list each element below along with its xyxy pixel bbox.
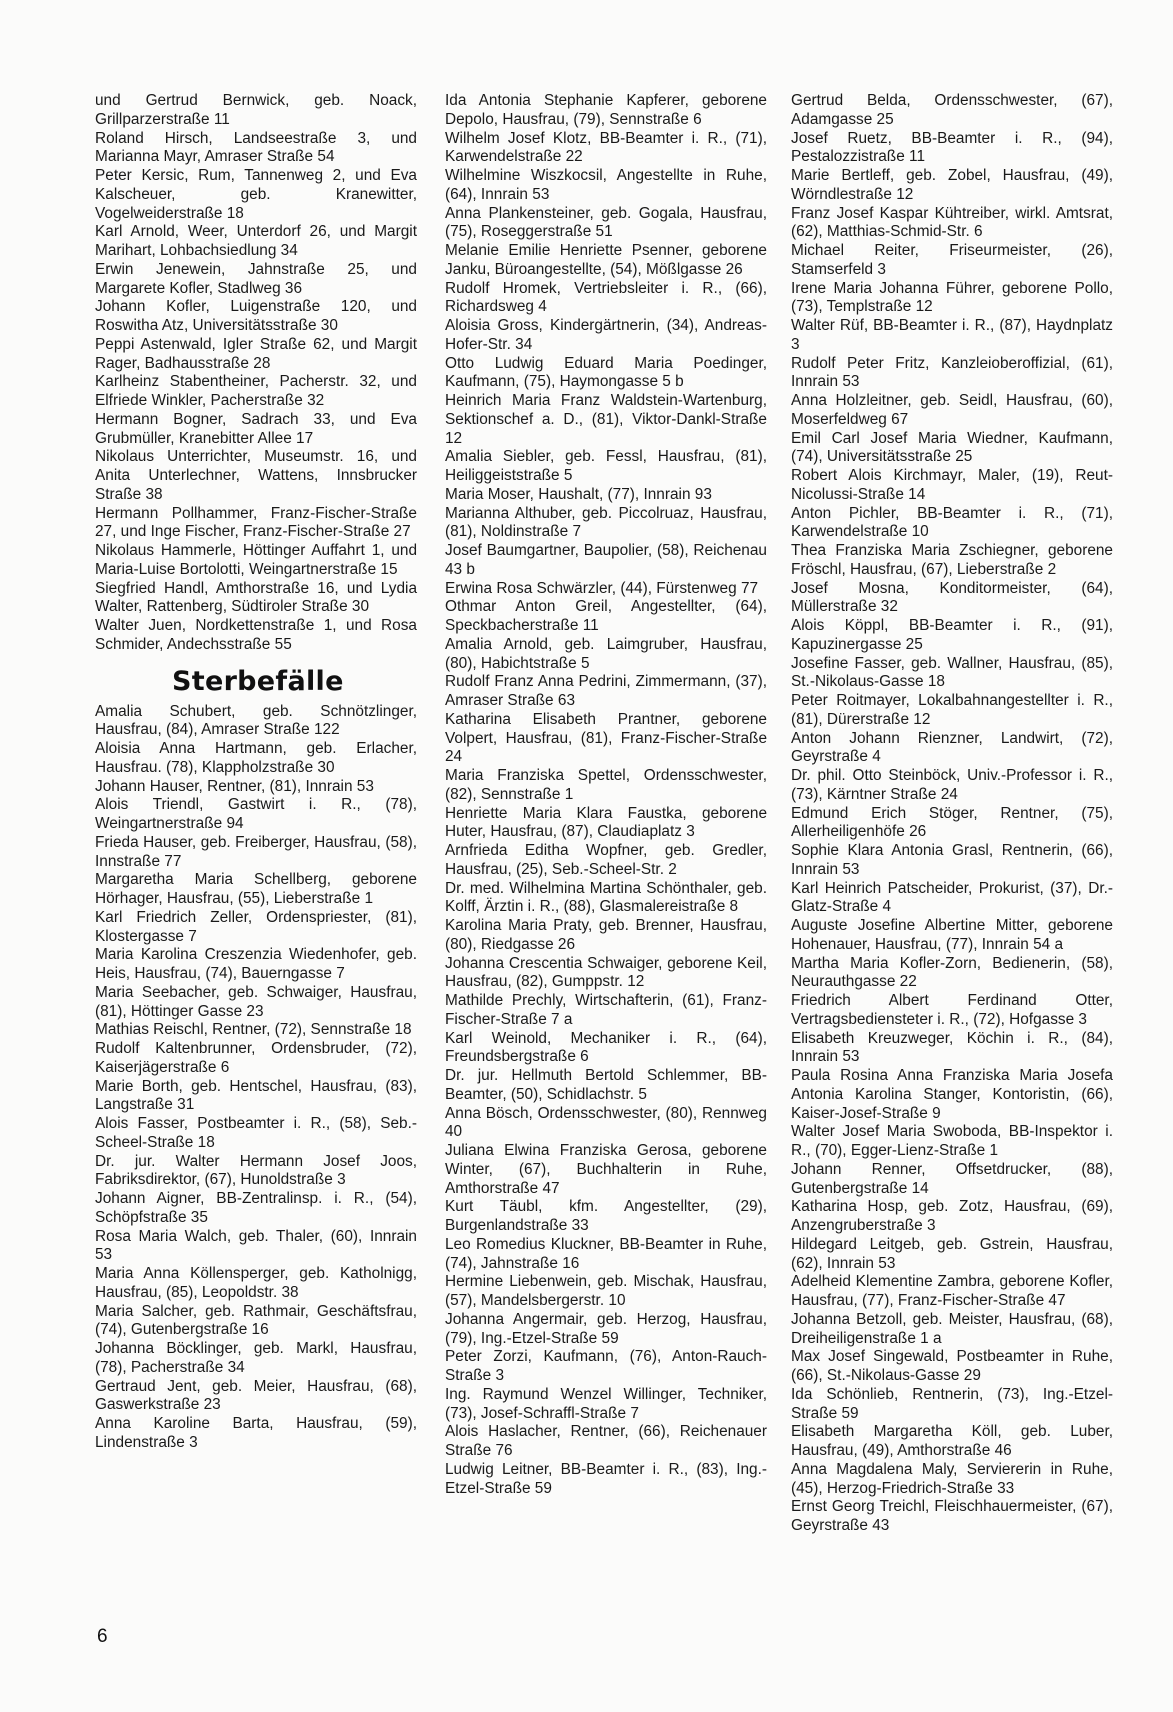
death-entry: Rudolf Kaltenbrunner, Ordensbruder, (72), Kaiserjägerstraße 6 bbox=[95, 1040, 417, 1076]
death-entry: Karl Weinold, Mechaniker i. R., (64), Freundsbergstraße 6 bbox=[445, 1029, 767, 1066]
death-entry: Anton Pichler, BB-Beamter i. R., (71), Karwendelstraße 10 bbox=[791, 504, 1113, 541]
death-entry: Johann Hauser, Rentner, (81), Innrain 53 bbox=[95, 777, 374, 795]
death-entry: Michael Reiter, Friseurmeister, (26), Stamserfeld 3 bbox=[791, 242, 1113, 278]
death-entry: Maria Salcher, geb. Rathmair, Geschäftsfrau, (74), Gutenbergstraße 16 bbox=[95, 1302, 417, 1339]
death-entry: Anna Plankensteiner, geb. Gogala, Hausfrau, (75), Roseggerstraße 51 bbox=[445, 204, 767, 241]
death-entry: Alois Köppl, BB-Beamter i. R., (91), Kapuzinergasse 25 bbox=[791, 617, 1113, 653]
death-entry: Johanna Betzoll, geb. Meister, Hausfrau, (68), Dreiheiligenstraße 1 a bbox=[791, 1310, 1113, 1347]
death-entry: Walter Josef Maria Swoboda, BB-Inspektor i. R., (70), Egger-Lienz-Straße 1 bbox=[791, 1123, 1113, 1159]
death-entry: Johanna Crescentia Schwaiger, geborene Keil, Hausfrau, (82), Gumppstr. 12 bbox=[445, 954, 767, 991]
death-entry: Anna Bösch, Ordensschwester, (80), Rennweg 40 bbox=[445, 1104, 767, 1141]
death-entry: Heinrich Maria Franz Waldstein-Wartenburg, Sektionschef a. D., (81), Viktor-Dankl-Straße 12 bbox=[445, 392, 767, 447]
marriage-entry: Johann Kofler, Luigenstraße 120, und Roswitha Atz, Universitätsstraße 30 bbox=[95, 298, 417, 334]
death-entry: Karl Friedrich Zeller, Ordenspriester, (81), Klostergasse 7 bbox=[95, 908, 417, 945]
death-entry: Franz Josef Kaspar Kühtreiber, wirkl. Amtsrat, (62), Matthias-Schmid-Str. 6 bbox=[791, 204, 1113, 241]
death-entry: Marianna Althuber, geb. Piccolruaz, Hausfrau, (81), Noldinstraße 7 bbox=[445, 504, 767, 541]
death-entry: Mathias Reischl, Rentner, (72), Sennstraße 18 bbox=[95, 1021, 412, 1039]
death-entry: Erwina Rosa Schwärzler, (44), Fürstenweg 77 bbox=[445, 579, 759, 597]
death-entry: Paula Rosina Anna Franziska Maria Josefa Antonia Karolina Stanger, Kontoristin, (66), Kaiser-Josef-Straße 9 bbox=[791, 1067, 1113, 1122]
death-entry: Peter Zorzi, Kaufmann, (76), Anton-Rauch-Straße 3 bbox=[445, 1348, 767, 1384]
death-entry: Josefine Fasser, geb. Wallner, Hausfrau, (85), St.-Nikolaus-Gasse 18 bbox=[791, 654, 1113, 691]
death-entry: Alois Haslacher, Rentner, (66), Reichenauer Straße 76 bbox=[445, 1423, 767, 1459]
column-1 bbox=[95, 92, 417, 1453]
marriage-entry: Roland Hirsch, Landseestraße 3, und Marianna Mayr, Amraser Straße 54 bbox=[95, 129, 417, 166]
marriage-entry: Nikolaus Unterrichter, Museumstr. 16, und Anita Unterlechner, Wattens, Innsbrucker Straße 38 bbox=[95, 448, 417, 503]
death-entry: Karl Heinrich Patscheider, Prokurist, (37), Dr.-Glatz-Straße 4 bbox=[791, 879, 1113, 916]
death-entry: Amalia Schubert, geb. Schnötzlinger, Hausfrau, (84), Amraser Straße 122 bbox=[95, 702, 417, 739]
death-entry: Robert Alois Kirchmayr, Maler, (19), Reut-Nicolussi-Straße 14 bbox=[791, 467, 1113, 503]
death-entry: Dr. jur. Hellmuth Bertold Schlemmer, BB-Beamter, (50), Schidlachstr. 5 bbox=[445, 1067, 767, 1103]
death-entry: Irene Maria Johanna Führer, geborene Pollo, (73), Templstraße 12 bbox=[791, 279, 1113, 316]
marriage-entry: Erwin Jenewein, Jahnstraße 25, und Margarete Kofler, Stadlweg 36 bbox=[95, 260, 417, 297]
section-heading-deaths: Sterbefälle bbox=[172, 665, 344, 697]
marriage-entry: Siegfried Handl, Amthorstraße 16, und Lydia Walter, Rattenberg, Südtiroler Straße 30 bbox=[95, 579, 417, 616]
marriage-entry: und Gertrud Bernwick, geb. Noack, Grillparzerstraße 11 bbox=[95, 92, 417, 128]
marriage-entry: Peppi Astenwald, Igler Straße 62, und Margit Rager, Badhausstraße 28 bbox=[95, 335, 417, 372]
death-entry: Rudolf Hromek, Vertriebsleiter i. R., (66), Richardsweg 4 bbox=[445, 279, 767, 316]
death-entry: Walter Rüf, BB-Beamter i. R., (87), Haydnplatz 3 bbox=[791, 317, 1113, 353]
death-entry: Katharina Hosp, geb. Zotz, Hausfrau, (69), Anzengruberstraße 3 bbox=[791, 1198, 1113, 1234]
death-entry: Ludwig Leitner, BB-Beamter i. R., (83), Ing.-Etzel-Straße 59 bbox=[445, 1460, 767, 1497]
death-entry: Leo Romedius Kluckner, BB-Beamter in Ruhe, (74), Jahnstraße 16 bbox=[445, 1235, 767, 1272]
death-entry: Johann Aigner, BB-Zentralinsp. i. R., (54), Schöpfstraße 35 bbox=[95, 1190, 417, 1226]
death-list bbox=[95, 703, 417, 1453]
death-entry: Dr. med. Wilhelmina Martina Schönthaler, geb. Kolff, Ärztin i. R., (88), Glasmalereistraße 8 bbox=[445, 879, 767, 916]
death-entry: Frieda Hauser, geb. Freiberger, Hausfrau, (58), Innstraße 77 bbox=[95, 833, 417, 870]
death-entry: Dr. jur. Walter Hermann Josef Joos, Fabriksdirektor, (67), Hunoldstraße 3 bbox=[95, 1152, 417, 1189]
death-entry: Alois Fasser, Postbeamter i. R., (58), Seb.-Scheel-Straße 18 bbox=[95, 1115, 417, 1151]
death-entry: Josef Ruetz, BB-Beamter i. R., (94), Pestalozzistraße 11 bbox=[791, 129, 1113, 166]
death-entry: Othmar Anton Greil, Angestellter, (64), Speckbacherstraße 11 bbox=[445, 598, 767, 634]
death-entry: Auguste Josefine Albertine Mitter, geborene Hohenauer, Hausfrau, (77), Innrain 54 a bbox=[791, 917, 1113, 953]
death-entry: Ida Schönlieb, Rentnerin, (73), Ing.-Etzel-Straße 59 bbox=[791, 1385, 1113, 1422]
marriage-entry: Hermann Pollhammer, Franz-Fischer-Straße 27, und Inge Fischer, Franz-Fischer-Straße 27 bbox=[95, 504, 417, 541]
marriage-entry: Walter Juen, Nordkettenstraße 1, und Rosa Schmider, Andechsstraße 55 bbox=[95, 617, 417, 653]
death-entry: Anna Holzleitner, geb. Seidl, Hausfrau, (60), Moserfeldweg 67 bbox=[791, 392, 1113, 428]
death-entry: Gertrud Belda, Ordensschwester, (67), Adamgasse 25 bbox=[791, 92, 1113, 128]
marriage-entry: Karlheinz Stabentheiner, Pacherstr. 32, und Elfriede Winkler, Pacherstraße 32 bbox=[95, 373, 417, 409]
death-entry: Anna Karoline Barta, Hausfrau, (59), Lindenstraße 3 bbox=[95, 1415, 417, 1451]
column-3 bbox=[791, 92, 1113, 1536]
death-entry: Adelheid Klementine Zambra, geborene Kofler, Hausfrau, (77), Franz-Fischer-Straße 47 bbox=[791, 1273, 1113, 1309]
death-entry: Otto Ludwig Eduard Maria Poedinger, Kaufmann, (75), Haymongasse 5 b bbox=[445, 354, 767, 391]
death-entry: Kurt Täubl, kfm. Angestellter, (29), Burgenlandstraße 33 bbox=[445, 1198, 767, 1234]
death-list bbox=[445, 92, 767, 1498]
death-entry: Maria Moser, Haushalt, (77), Innrain 93 bbox=[445, 485, 712, 503]
death-entry: Rosa Maria Walch, geb. Thaler, (60), Innrain 53 bbox=[95, 1227, 417, 1264]
death-entry: Martha Maria Kofler-Zorn, Bedienerin, (58), Neurauthgasse 22 bbox=[791, 954, 1113, 991]
marriage-list bbox=[95, 92, 417, 655]
death-entry: Thea Franziska Maria Zschiegner, geborene Fröschl, Hausfrau, (67), Lieberstraße 2 bbox=[791, 542, 1113, 578]
death-entry: Marie Bertleff, geb. Zobel, Hausfrau, (49), Wörndlestraße 12 bbox=[791, 167, 1113, 203]
death-entry: Alois Triendl, Gastwirt i. R., (78), Weingartnerstraße 94 bbox=[95, 796, 417, 832]
death-entry: Elisabeth Kreuzweger, Köchin i. R., (84), Innrain 53 bbox=[791, 1029, 1113, 1066]
death-entry: Johann Renner, Offsetdrucker, (88), Gutenbergstraße 14 bbox=[791, 1160, 1113, 1197]
death-entry: Peter Roitmayer, Lokalbahnangestellter i. R., (81), Dürerstraße 12 bbox=[791, 692, 1113, 728]
death-entry: Friedrich Albert Ferdinand Otter, Vertragsbediensteter i. R., (72), Hofgasse 3 bbox=[791, 992, 1113, 1028]
death-entry: Dr. phil. Otto Steinböck, Univ.-Professor i. R., (73), Kärntner Straße 24 bbox=[791, 767, 1113, 803]
death-entry: Mathilde Prechly, Wirtschafterin, (61), Franz-Fischer-Straße 7 a bbox=[445, 992, 767, 1028]
death-entry: Rudolf Franz Anna Pedrini, Zimmermann, (37), Amraser Straße 63 bbox=[445, 673, 767, 709]
death-entry: Anna Magdalena Maly, Serviererin in Ruhe, (45), Herzog-Friedrich-Straße 33 bbox=[791, 1460, 1113, 1497]
death-entry: Elisabeth Margaretha Köll, geb. Luber, Hausfrau, (49), Amthorstraße 46 bbox=[791, 1423, 1113, 1459]
death-entry: Juliana Elwina Franziska Gerosa, geborene Winter, (67), Buchhalterin in Ruhe, Amthorstraße 47 bbox=[445, 1142, 767, 1197]
marriage-entry: Peter Kersic, Rum, Tannenweg 2, und Eva Kalscheuer, geb. Kranewitter, Vogelweiderstraße 18 bbox=[95, 167, 417, 222]
death-entry: Hildegard Leitgeb, geb. Gstrein, Hausfrau, (62), Innrain 53 bbox=[791, 1235, 1113, 1272]
death-entry: Henriette Maria Klara Faustka, geborene Huter, Hausfrau, (87), Claudiaplatz 3 bbox=[445, 804, 767, 841]
death-entry: Hermine Liebenwein, geb. Mischak, Hausfrau, (57), Mandelsbergerstr. 10 bbox=[445, 1273, 767, 1309]
column-2 bbox=[445, 92, 767, 1498]
page-number: 6 bbox=[97, 1626, 108, 1647]
death-entry: Emil Carl Josef Maria Wiedner, Kaufmann, (74), Universitätsstraße 25 bbox=[791, 429, 1113, 466]
death-entry: Maria Karolina Creszenzia Wiedenhofer, geb. Heis, Hausfrau, (74), Bauerngasse 7 bbox=[95, 946, 417, 982]
marriage-entry: Nikolaus Hammerle, Höttinger Auffahrt 1, und Maria-Luise Bortolotti, Weingartnerstraße 15 bbox=[95, 542, 417, 578]
death-entry: Aloisia Gross, Kindergärtnerin, (34), Andreas-Hofer-Str. 34 bbox=[445, 317, 767, 353]
death-entry: Josef Mosna, Konditormeister, (64), Müllerstraße 32 bbox=[791, 579, 1113, 616]
death-entry: Rudolf Peter Fritz, Kanzleioberoffizial, (61), Innrain 53 bbox=[791, 354, 1113, 391]
death-entry: Anton Johann Rienzner, Landwirt, (72), Geyrstraße 4 bbox=[791, 729, 1113, 766]
death-entry: Edmund Erich Stöger, Rentner, (75), Allerheiligenhöfe 26 bbox=[791, 804, 1113, 841]
death-list bbox=[791, 92, 1113, 1536]
death-entry: Ing. Raymund Wenzel Willinger, Techniker, (73), Josef-Schraffl-Straße 7 bbox=[445, 1385, 767, 1422]
death-entry: Amalia Arnold, geb. Laimgruber, Hausfrau, (80), Habichtstraße 5 bbox=[445, 635, 767, 672]
death-entry: Josef Baumgartner, Baupolier, (58), Reichenau 43 b bbox=[445, 542, 767, 578]
death-entry: Katharina Elisabeth Prantner, geborene Volpert, Hausfrau, (81), Franz-Fischer-Straße 24 bbox=[445, 710, 767, 766]
death-entry: Wilhelmine Wiszkocsil, Angestellte in Ruhe, (64), Innrain 53 bbox=[445, 167, 767, 203]
death-entry: Maria Seebacher, geb. Schwaiger, Hausfrau, (81), Höttinger Gasse 23 bbox=[95, 983, 417, 1020]
death-entry: Karolina Maria Praty, geb. Brenner, Hausfrau, (80), Riedgasse 26 bbox=[445, 917, 767, 953]
death-entry: Gertraud Jent, geb. Meier, Hausfrau, (68), Gaswerkstraße 23 bbox=[95, 1377, 417, 1414]
death-entry: Max Josef Singewald, Postbeamter in Ruhe, (66), St.-Nikolaus-Gasse 29 bbox=[791, 1348, 1113, 1384]
death-entry: Ida Antonia Stephanie Kapferer, geborene Depolo, Hausfrau, (79), Sennstraße 6 bbox=[445, 92, 767, 128]
death-entry: Johanna Angermair, geb. Herzog, Hausfrau, (79), Ing.-Etzel-Straße 59 bbox=[445, 1310, 767, 1347]
death-entry: Maria Anna Köllensperger, geb. Katholnigg, Hausfrau, (85), Leopoldstr. 38 bbox=[95, 1265, 417, 1301]
death-entry: Marie Borth, geb. Hentschel, Hausfrau, (83), Langstraße 31 bbox=[95, 1077, 417, 1114]
death-entry: Wilhelm Josef Klotz, BB-Beamter i. R., (71), Karwendelstraße 22 bbox=[445, 129, 767, 166]
death-entry: Sophie Klara Antonia Grasl, Rentnerin, (66), Innrain 53 bbox=[791, 842, 1113, 878]
death-entry: Margaretha Maria Schellberg, geborene Hörhager, Hausfrau, (55), Lieberstraße 1 bbox=[95, 871, 417, 907]
death-entry: Ernst Georg Treichl, Fleischhauermeister, (67), Geyrstraße 43 bbox=[791, 1498, 1113, 1534]
death-entry: Johanna Böcklinger, geb. Markl, Hausfrau, (78), Pacherstraße 34 bbox=[95, 1340, 417, 1376]
death-entry: Arnfrieda Editha Wopfner, geb. Gredler, Hausfrau, (25), Seb.-Scheel-Str. 2 bbox=[445, 842, 767, 878]
death-entry: Aloisia Anna Hartmann, geb. Erlacher, Hausfrau. (78), Klappholzstraße 30 bbox=[95, 740, 417, 776]
death-entry: Maria Franziska Spettel, Ordensschwester, (82), Sennstraße 1 bbox=[445, 767, 767, 803]
marriage-entry: Hermann Bogner, Sadrach 33, und Eva Grubmüller, Kranebitter Allee 17 bbox=[95, 410, 417, 447]
death-entry: Melanie Emilie Henriette Psenner, geborene Janku, Büroangestellte, (54), Mößlgasse 26 bbox=[445, 242, 767, 278]
death-entry: Amalia Siebler, geb. Fessl, Hausfrau, (81), Heiliggeiststraße 5 bbox=[445, 448, 767, 484]
marriage-entry: Karl Arnold, Weer, Unterdorf 26, und Margit Marihart, Lohbachsiedlung 34 bbox=[95, 223, 417, 259]
